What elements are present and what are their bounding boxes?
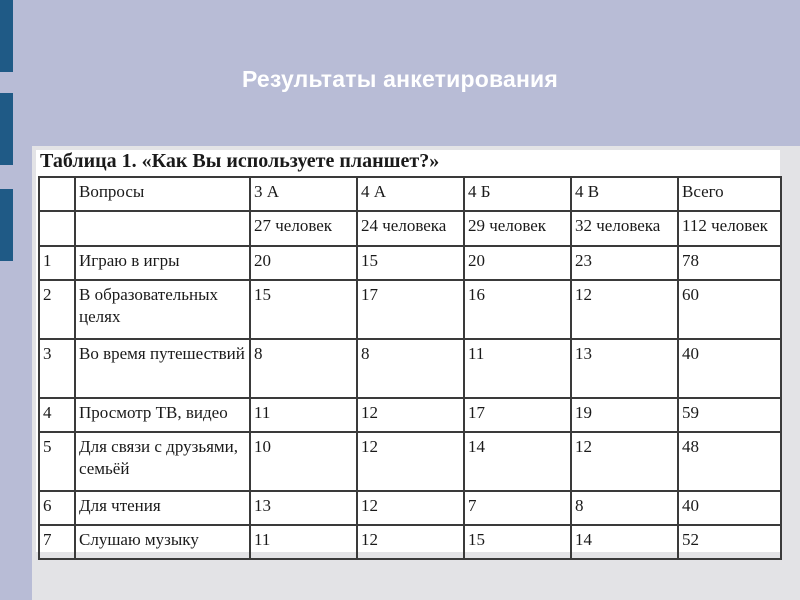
value-cell: 17 <box>464 398 571 432</box>
value-cell: 12 <box>571 280 678 339</box>
value-cell: 52 <box>678 525 781 559</box>
row-num-cell: 2 <box>39 280 75 339</box>
value-cell: 11 <box>250 398 357 432</box>
value-cell: 7 <box>464 491 571 525</box>
row-num-cell: 6 <box>39 491 75 525</box>
value-cell: 8 <box>250 339 357 398</box>
value-cell: 40 <box>678 339 781 398</box>
question-cell: Играю в игры <box>75 246 250 280</box>
value-cell: 15 <box>357 246 464 280</box>
value-cell: 11 <box>464 339 571 398</box>
value-cell: 14 <box>464 432 571 491</box>
value-cell: 40 <box>678 491 781 525</box>
header-questions-cell <box>75 211 250 246</box>
header-questions-cell: Вопросы <box>75 177 250 211</box>
question-cell: Для связи с друзьями, семьёй <box>75 432 250 491</box>
question-cell: Для чтения <box>75 491 250 525</box>
row-num-cell: 7 <box>39 525 75 559</box>
question-cell: Во время путешествий <box>75 339 250 398</box>
question-cell: Слушаю музыку <box>75 525 250 559</box>
question-cell: В образовательных целях <box>75 280 250 339</box>
value-cell: 12 <box>357 491 464 525</box>
value-cell: 12 <box>571 432 678 491</box>
value-cell: 60 <box>678 280 781 339</box>
header-total-cell: Всего <box>678 177 781 211</box>
header-class-cell: 4 А <box>357 177 464 211</box>
value-cell: 10 <box>250 432 357 491</box>
accent-bar-top <box>0 0 13 72</box>
table-row <box>39 525 781 559</box>
count-cell: 24 человека <box>357 211 464 246</box>
table-row <box>39 339 781 398</box>
row-num-cell: 4 <box>39 398 75 432</box>
value-cell: 15 <box>250 280 357 339</box>
value-cell: 13 <box>571 339 678 398</box>
count-cell: 112 человек <box>678 211 781 246</box>
table-header-row <box>39 177 781 211</box>
survey-table <box>38 176 782 560</box>
accent-bar-bottom <box>0 189 13 261</box>
row-num-cell: 3 <box>39 339 75 398</box>
value-cell: 20 <box>464 246 571 280</box>
value-cell: 8 <box>571 491 678 525</box>
table-row <box>39 280 781 339</box>
value-cell: 12 <box>357 432 464 491</box>
header-class-cell: 4 Б <box>464 177 571 211</box>
count-cell: 27 человек <box>250 211 357 246</box>
table-row <box>39 491 781 525</box>
value-cell: 14 <box>571 525 678 559</box>
row-num-cell: 1 <box>39 246 75 280</box>
value-cell: 48 <box>678 432 781 491</box>
value-cell: 12 <box>357 398 464 432</box>
value-cell: 13 <box>250 491 357 525</box>
header-class-cell: 4 В <box>571 177 678 211</box>
table-count-row <box>39 211 781 246</box>
value-cell: 19 <box>571 398 678 432</box>
value-cell: 23 <box>571 246 678 280</box>
count-cell: 32 человека <box>571 211 678 246</box>
row-num-cell: 5 <box>39 432 75 491</box>
value-cell: 17 <box>357 280 464 339</box>
value-cell: 78 <box>678 246 781 280</box>
value-cell: 11 <box>250 525 357 559</box>
value-cell: 8 <box>357 339 464 398</box>
value-cell: 20 <box>250 246 357 280</box>
table-row <box>39 398 781 432</box>
header-class-cell: 3 А <box>250 177 357 211</box>
table-row <box>39 246 781 280</box>
table-caption: Таблица 1. «Как Вы используете планшет?» <box>40 150 440 172</box>
value-cell: 59 <box>678 398 781 432</box>
accent-bar-middle <box>0 93 13 165</box>
value-cell: 16 <box>464 280 571 339</box>
value-cell: 15 <box>464 525 571 559</box>
header-num-cell <box>39 211 75 246</box>
slide-title: Результаты анкетирования <box>241 66 559 92</box>
count-cell: 29 человек <box>464 211 571 246</box>
header-num-cell <box>39 177 75 211</box>
value-cell: 12 <box>357 525 464 559</box>
question-cell: Просмотр ТВ, видео <box>75 398 250 432</box>
table-row <box>39 432 781 491</box>
